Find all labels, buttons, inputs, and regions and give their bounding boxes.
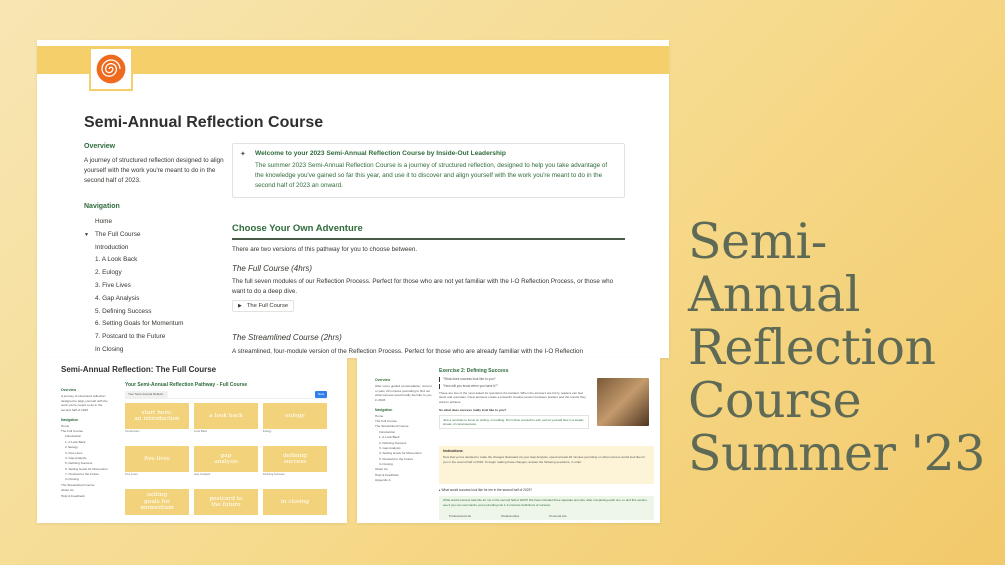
card-label: in closing xyxy=(280,498,310,505)
thumb-title: Semi-Annual Reflection: The Full Course xyxy=(61,365,217,374)
thumb-nav-item[interactable]: Appendix A xyxy=(375,478,391,483)
card-meta: Defining Success xyxy=(263,472,285,476)
defining-success-screenshot xyxy=(357,358,660,523)
thumb-overview-text: A journey of structured reflection designed to align yourself with the work you're meant to do in the second half of 2023. xyxy=(61,394,108,412)
full-course-text: The full seven modules of our Reflection Process. Perfect for those who are not yet familiar with the I-O Reflection Process, or those who want to do a deep dive. xyxy=(232,278,614,296)
exercise-question: So what does success really look like to you? xyxy=(439,407,507,412)
book-image xyxy=(597,378,649,426)
thumb-nav-item[interactable]: Home xyxy=(375,413,384,418)
navigation-heading: Navigation xyxy=(84,203,120,210)
quote-line: "How will you know when you have it?" xyxy=(439,384,584,389)
thumb-sidebar xyxy=(375,378,433,484)
new-button[interactable]: New xyxy=(315,391,327,398)
hero-title-line: Annual xyxy=(688,266,860,323)
nav-item-five-lives[interactable]: 3. Five Lives xyxy=(95,281,131,289)
card-meta: Introduction xyxy=(125,429,140,433)
thumb-overview-heading: Overview xyxy=(375,378,391,382)
thumb-nav-item[interactable]: In Closing xyxy=(65,477,79,482)
reminder-callout: Just a reminder to focus on writing, not editing. Don't drive yourself to edit, just let yourself flow in a steady stream of consciousness. xyxy=(439,415,589,429)
logo xyxy=(89,47,133,91)
thumb-nav-item[interactable]: 3. Five Lives xyxy=(65,450,83,455)
checkbox-item[interactable]: Personal Life xyxy=(549,514,567,518)
gallery-toolbar xyxy=(125,391,327,399)
thumb-nav-item[interactable]: In Closing xyxy=(379,462,393,467)
thumb-nav-item[interactable]: 4. Setting Goals for Momentum xyxy=(379,451,422,456)
thumb-nav-item[interactable]: 7. Postcard to the Future xyxy=(65,472,100,477)
instructions-box xyxy=(439,446,654,484)
thumb-nav-item[interactable]: Help & Feedback xyxy=(375,472,399,477)
card-meta: Look Back xyxy=(194,429,208,433)
thumb-sidebar xyxy=(61,388,113,499)
gallery-card[interactable] xyxy=(125,446,189,482)
card-meta: Gap Analysis xyxy=(194,472,211,476)
nav-item-setting-goals[interactable]: 6. Setting Goals for Momentum xyxy=(95,320,184,328)
prompt-checkboxes xyxy=(449,514,567,518)
gallery-card[interactable] xyxy=(263,403,327,439)
instructions-body: Now that you've decided to make the changes illustrated via your Gap Analysis, spend at least 20 minutes journaling on what success would look like for you in the second half of 2023. To begin making those changes, answer the following questions, in order: xyxy=(443,455,646,464)
thumb-nav-item[interactable]: 6. Setting Goals for Momentum xyxy=(65,466,108,471)
nav-item-full-course[interactable] xyxy=(84,229,224,242)
thumb-nav-item[interactable]: About Us xyxy=(375,467,388,472)
card-cover xyxy=(125,403,189,429)
card-label: five lives xyxy=(144,455,170,462)
nav-item-look-back[interactable]: 1. A Look Back xyxy=(95,256,138,264)
success-prompt: What would success look like for me in the second half of 2023? We have included three separate prompts, after completing each one, to and this section, see if you can summarize your journaling into 1-3 concrete definitions of success. xyxy=(439,496,654,520)
thumb-nav-item[interactable]: 4. Gap Analysis xyxy=(65,455,87,460)
gallery-card[interactable] xyxy=(125,489,189,523)
full-course-heading: The Full Course (4hrs) xyxy=(232,264,313,273)
card-label: a look back xyxy=(209,412,243,419)
card-meta: Eulogy xyxy=(263,429,272,433)
gallery-card[interactable] xyxy=(125,403,189,439)
card-cover xyxy=(125,489,189,515)
streamlined-text: A streamlined, four-module version of the Reflection Process. Perfect for those who are already familiar with the I-O Reflection xyxy=(232,348,584,355)
thumb-nav-item[interactable]: 1. A Look Back xyxy=(65,439,86,444)
callout-body: The summer 2023 Semi-Annual Reflection Course is a journey of structured reflection, designed to help you take advantage of the knowledge you've gained so far this year, and use it to discover and align yourself with the work you're meant to do in the second half of 2023 an onward. xyxy=(255,162,608,190)
play-icon: ▶ xyxy=(238,303,242,309)
card-label: postcard to the future xyxy=(209,495,243,508)
thumb-nav-list xyxy=(375,414,433,484)
thumb-nav-item[interactable]: Introduction xyxy=(65,434,82,439)
overview-heading: Overview xyxy=(84,143,116,150)
thumb-nav-item[interactable]: 1. A Look Back xyxy=(379,435,400,440)
hero-title-line: Course xyxy=(688,372,862,429)
thumb-nav-item[interactable]: The Full Course xyxy=(61,428,84,433)
versions-text: There are two versions of this pathway for you to choose between. xyxy=(232,246,418,253)
triangle-down-icon[interactable]: ▼ xyxy=(84,231,89,238)
gallery-card[interactable] xyxy=(263,446,327,482)
card-meta: Five Lives xyxy=(125,472,138,476)
thumb-nav-item[interactable]: The Streamlined Course xyxy=(375,424,409,429)
card-label: setting goals for momentum xyxy=(140,492,174,512)
nav-item-introduction[interactable]: Introduction xyxy=(95,243,129,251)
thumb-nav-item[interactable]: Help & Feedback xyxy=(61,493,85,498)
gallery-card[interactable] xyxy=(194,489,258,523)
success-toggle[interactable]: ▸ What would success look like for me in the second half of 2023? xyxy=(439,488,533,492)
card-cover xyxy=(125,446,189,472)
card-cover xyxy=(263,446,327,472)
full-course-button-label: The Full Course xyxy=(246,303,289,309)
card-cover xyxy=(194,446,258,472)
overview-text: A journey of structured reflection designed to align yourself with the work you're meant to do in the second half of 2023. xyxy=(84,157,224,184)
navigation-list xyxy=(84,216,224,357)
instructions-title: Instructions: xyxy=(443,449,464,453)
thumb-nav-list xyxy=(61,424,113,499)
card-label: eulogy xyxy=(285,412,305,419)
swirl-logo-icon xyxy=(93,51,129,87)
gallery-heading: Your Semi-Annual Reflection Pathway - Full Course xyxy=(125,382,248,388)
checkbox-item[interactable]: Relationships xyxy=(501,514,520,518)
gallery-card[interactable] xyxy=(263,489,327,523)
thumb-overview-text: After some guided contemplation, current or past, 20 minutes journaling to find out what success would really feel like to you in 2023. xyxy=(375,384,432,402)
adventure-heading: Choose Your Own Adventure xyxy=(232,223,625,240)
exercise-content xyxy=(439,368,654,429)
streamlined-heading: The Streamlined Course (2hrs) xyxy=(232,333,342,342)
hero-title-line: Reflection xyxy=(688,319,936,376)
card-label: gap analysis xyxy=(214,452,238,465)
thumb-nav-item[interactable]: The Full Course xyxy=(375,418,398,423)
callout-title: Welcome to your 2023 Semi-Annual Reflection Course by Inside-Out Leadership xyxy=(255,150,506,157)
exercise-paragraph: These are two of the most asked for questions the hardest. When the answers are fuzzy, leaders can feel stuck and uncertain. Clear answers create a powerful creative tension between leaders and the results they want to achieve. xyxy=(439,390,586,404)
nav-item-postcard[interactable]: 7. Postcard to the Future xyxy=(95,333,166,341)
thumb-nav-item[interactable]: About Us xyxy=(61,488,74,493)
full-course-button[interactable] xyxy=(232,300,294,312)
full-course-screenshot xyxy=(37,358,347,523)
welcome-callout xyxy=(232,143,625,198)
hero-title-line: Semi- xyxy=(688,213,827,270)
sparkle-icon: ✦ xyxy=(240,151,246,158)
card-label: defining success xyxy=(282,452,308,465)
card-cover xyxy=(263,403,327,429)
thumb-nav-heading: Navigation xyxy=(61,417,79,422)
card-cover xyxy=(263,489,327,515)
checkbox-item[interactable]: Professional Life xyxy=(449,514,472,518)
gallery-view-tab[interactable]: Your Semi-Annual Reflecti... xyxy=(125,391,168,398)
thumb-nav-heading: Navigation xyxy=(375,407,393,412)
thumb-nav-item[interactable]: The Streamlined Course xyxy=(61,482,95,487)
thumb-nav-item[interactable]: 5. Defining Success xyxy=(65,461,93,466)
nav-item-gap-analysis[interactable]: 4. Gap Analysis xyxy=(95,294,140,302)
quote-line: "What does success look like to you? xyxy=(439,377,584,382)
exercise-heading: Exercise 2: Defining Success xyxy=(439,368,509,374)
card-cover xyxy=(194,403,258,429)
card-label: start here: an introduction xyxy=(134,409,180,422)
card-cover xyxy=(194,489,258,515)
thumb-nav-item[interactable]: 5. Postcard to the Future xyxy=(379,456,414,461)
thumb-nav-item[interactable]: Introduction xyxy=(379,429,396,434)
hero-title xyxy=(688,215,998,480)
nav-item-home[interactable]: Home xyxy=(95,218,113,225)
nav-item-in-closing[interactable]: In Closing xyxy=(95,345,124,353)
gallery-card[interactable] xyxy=(194,446,258,482)
thumb-nav-item[interactable]: 2. Defining Success xyxy=(379,440,407,445)
main-screenshot xyxy=(37,40,669,358)
nav-item-defining-success[interactable]: 5. Defining Success xyxy=(95,307,152,315)
nav-item-eulogy[interactable]: 2. Eulogy xyxy=(95,269,122,277)
thumb-nav-item[interactable]: 2. Eulogy xyxy=(65,445,78,450)
thumb-nav-item[interactable]: Home xyxy=(61,423,70,428)
page-title: Semi-Annual Reflection Course xyxy=(84,114,324,131)
thumb-overview-heading: Overview xyxy=(61,388,77,392)
nav-item-label: The Full Course xyxy=(95,230,141,238)
gallery-card[interactable] xyxy=(194,403,258,439)
hero-title-line: Summer '23 xyxy=(688,425,985,482)
overview-section xyxy=(84,143,224,185)
success-toggle-label: What would success look like for me in the second half of 2023? xyxy=(441,488,533,492)
thumb-nav-item[interactable]: 3. Gap Analysis xyxy=(379,445,401,450)
